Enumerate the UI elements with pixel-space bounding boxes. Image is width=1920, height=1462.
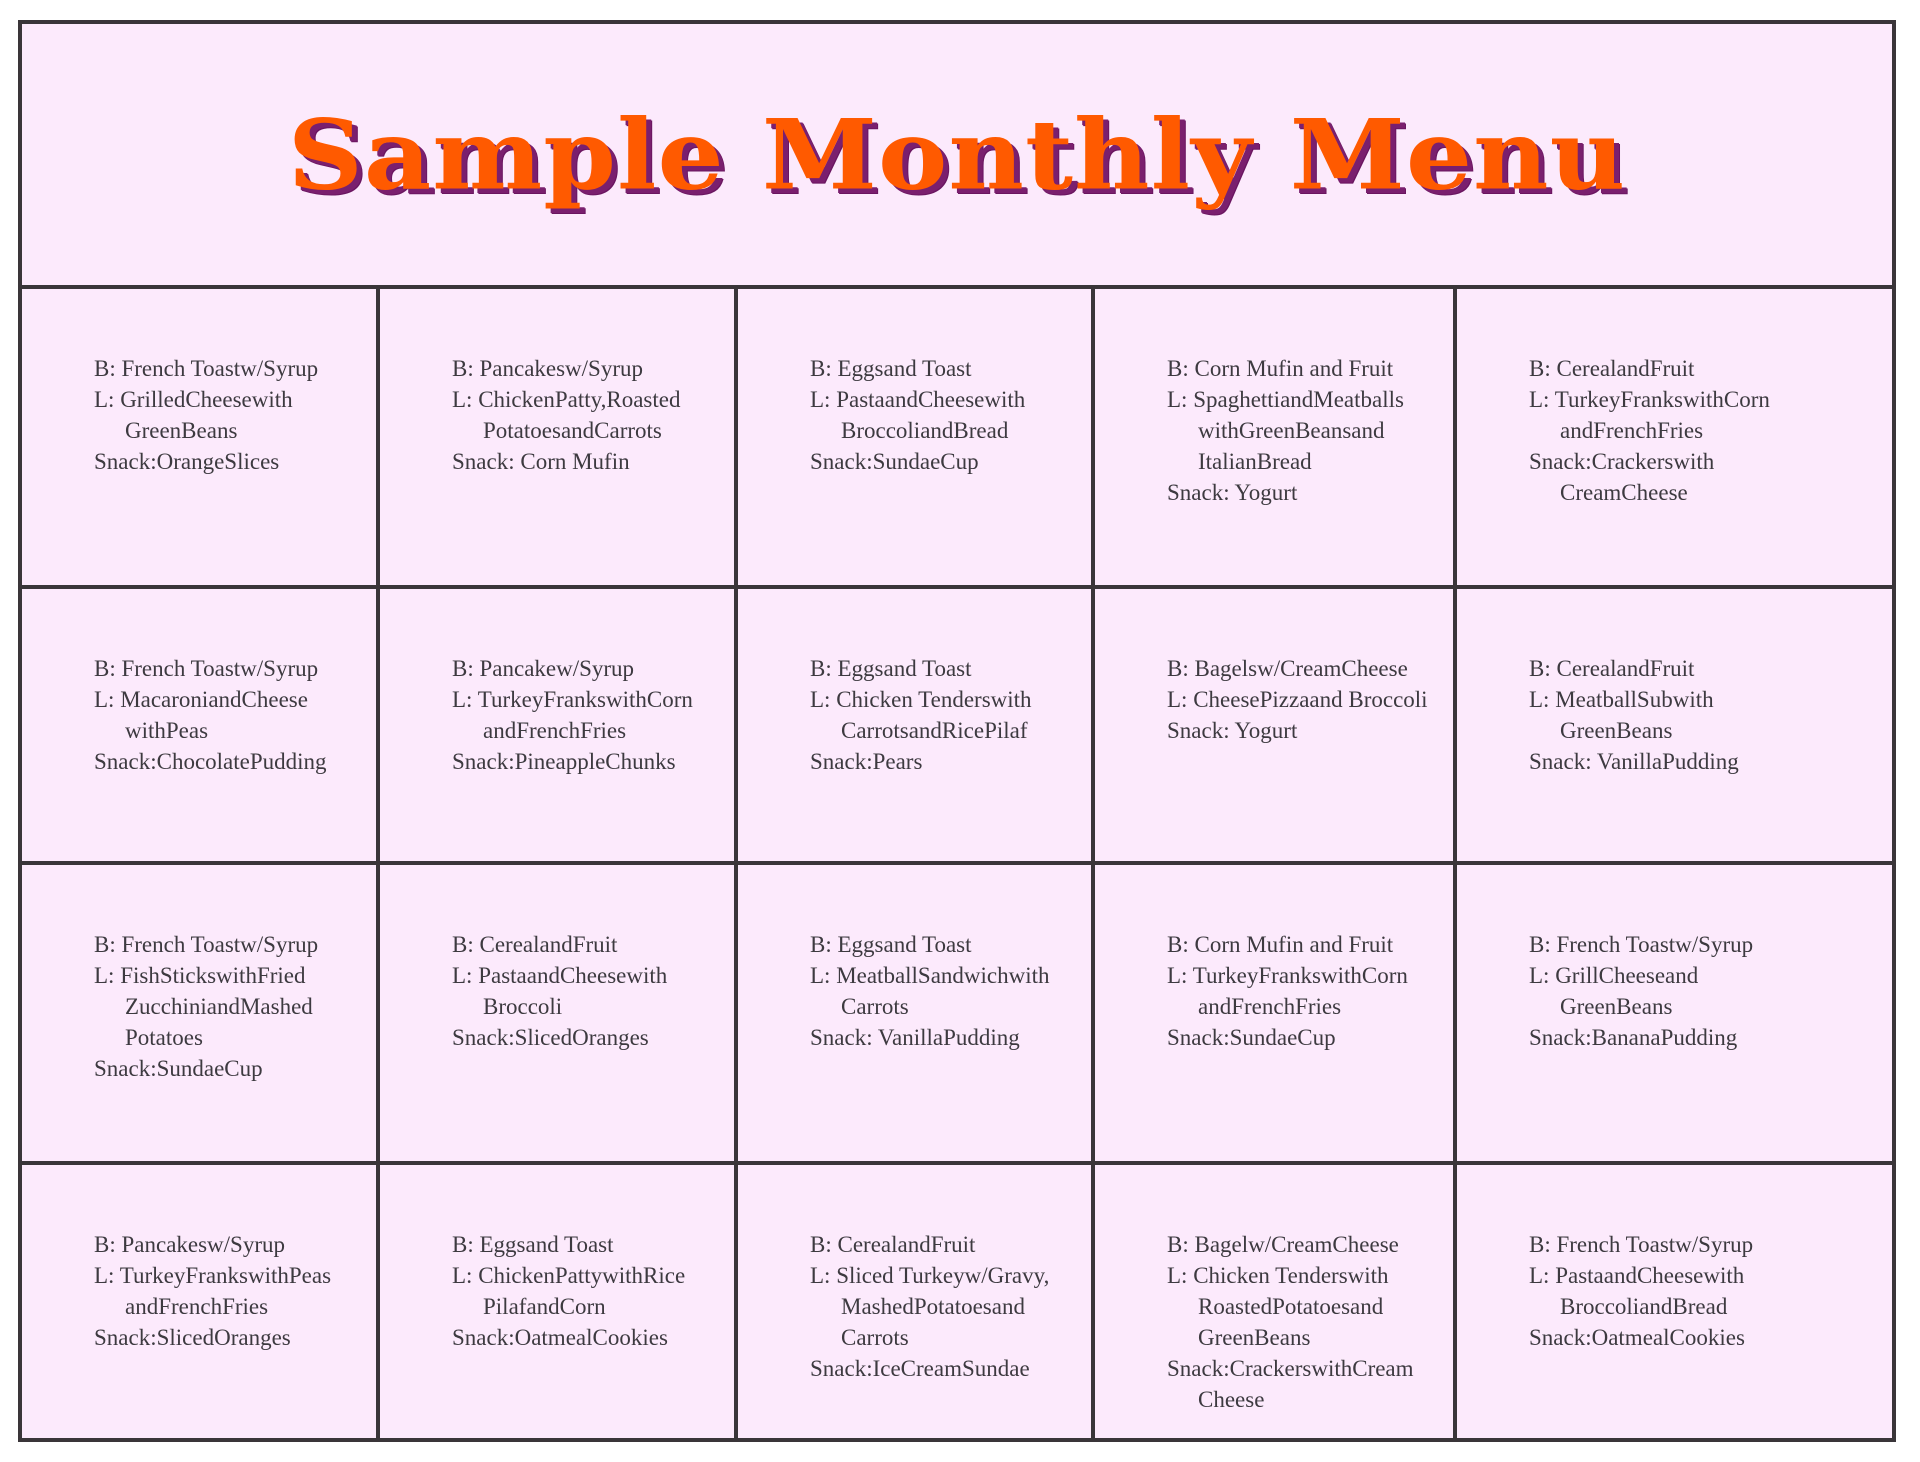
menu-day-cell <box>380 1165 738 1438</box>
menu-day-cell <box>1095 1165 1457 1438</box>
menu-line: L: GrilledCheesewith <box>94 387 293 412</box>
menu-line: B: Pancakesw/Syrup <box>94 1232 286 1257</box>
menu-day-cell <box>1095 865 1457 1165</box>
title-bar <box>22 24 1892 285</box>
menu-line: Snack:SlicedOranges <box>452 1025 649 1050</box>
menu-line: ZucchiniandMashed <box>125 994 313 1019</box>
menu-line: B: Bagelsw/CreamCheese <box>1167 656 1408 681</box>
menu-day-cell <box>22 289 380 589</box>
menu-line: B: French Toastw/Syrup <box>1529 932 1754 957</box>
menu-day-cell <box>1095 289 1457 589</box>
menu-line: Snack:Pears <box>810 749 923 774</box>
menu-line: Snack: Corn Mufin <box>452 449 630 474</box>
menu-day-cell <box>738 589 1095 865</box>
menu-line: L: GrillCheeseand <box>1529 963 1699 988</box>
menu-day-cell <box>22 1165 380 1438</box>
page-title: Sample Monthly Menu <box>287 97 1627 212</box>
menu-line: Snack:CrackerswithCream <box>1167 1356 1414 1381</box>
menu-line: B: French Toastw/Syrup <box>1529 1232 1754 1257</box>
menu-line: Cheese <box>1198 1387 1265 1412</box>
menu-line: CreamCheese <box>1560 480 1688 505</box>
menu-line: BroccoliandBread <box>1560 1294 1728 1319</box>
menu-line: MashedPotatoesand <box>841 1294 1025 1319</box>
menu-grid <box>22 285 1892 1438</box>
menu-day-cell <box>380 589 738 865</box>
menu-line: andFrenchFries <box>125 1294 269 1319</box>
menu-line: CarrotsandRicePilaf <box>841 718 1028 743</box>
menu-line: ItalianBread <box>1198 449 1312 474</box>
menu-line: Snack:BananaPudding <box>1529 1025 1738 1050</box>
menu-line: B: French Toastw/Syrup <box>94 356 319 381</box>
menu-line: Carrots <box>841 1325 909 1350</box>
menu-line: L: TurkeyFrankswithCorn <box>452 687 693 712</box>
menu-line: B: CerealandFruit <box>1529 356 1695 381</box>
menu-line: B: Eggsand Toast <box>810 656 972 681</box>
menu-line: andFrenchFries <box>1560 418 1704 443</box>
menu-board <box>18 20 1896 1442</box>
menu-line: RoastedPotatoesand <box>1198 1294 1384 1319</box>
menu-line: L: PastaandCheesewith <box>452 963 668 988</box>
menu-line: L: MacaroniandCheese <box>94 687 308 712</box>
menu-line: GreenBeans <box>125 418 238 443</box>
menu-line: Snack:OrangeSlices <box>94 449 280 474</box>
menu-line: Snack: VanillaPudding <box>1529 749 1739 774</box>
menu-day-cell <box>1457 289 1892 589</box>
menu-line: L: TurkeyFrankswithPeas <box>94 1263 332 1288</box>
menu-line: Snack:ChocolatePudding <box>94 749 327 774</box>
menu-line: withGreenBeansand <box>1198 418 1385 443</box>
menu-line: GreenBeans <box>1560 994 1673 1019</box>
menu-line: L: Chicken Tenderswith <box>810 687 1032 712</box>
menu-line: B: CerealandFruit <box>1529 656 1695 681</box>
menu-line: andFrenchFries <box>1198 994 1342 1019</box>
menu-line: andFrenchFries <box>483 718 627 743</box>
menu-day-cell <box>1457 589 1892 865</box>
menu-day-cell <box>1095 589 1457 865</box>
menu-line: Snack:OatmealCookies <box>1529 1325 1745 1350</box>
menu-line: L: SpaghettiandMeatballs <box>1167 387 1404 412</box>
menu-line: L: ChickenPatty,Roasted <box>452 387 681 412</box>
menu-line: Snack:SundaeCup <box>1167 1025 1336 1050</box>
menu-line: B: Pancakew/Syrup <box>452 656 635 681</box>
menu-line: B: Eggsand Toast <box>810 932 972 957</box>
menu-line: Snack:IceCreamSundae <box>810 1356 1030 1381</box>
menu-line: L: Chicken Tenderswith <box>1167 1263 1389 1288</box>
menu-line: Snack:PineappleChunks <box>452 749 676 774</box>
menu-line: L: PastaandCheesewith <box>810 387 1026 412</box>
menu-line: Snack:Crackerswith <box>1529 449 1715 474</box>
menu-day-cell <box>738 289 1095 589</box>
menu-line: Snack:SundaeCup <box>810 449 979 474</box>
menu-line: BroccoliandBread <box>841 418 1009 443</box>
menu-line: GreenBeans <box>1198 1325 1311 1350</box>
menu-line: Snack:SlicedOranges <box>94 1325 291 1350</box>
menu-line: B: Pancakesw/Syrup <box>452 356 644 381</box>
menu-line: L: ChickenPattywithRice <box>452 1263 686 1288</box>
menu-line: B: Eggsand Toast <box>810 356 972 381</box>
menu-line: Snack: Yogurt <box>1167 480 1298 505</box>
menu-line: withPeas <box>125 718 209 743</box>
menu-day-cell <box>22 589 380 865</box>
menu-line: B: Corn Mufin and Fruit <box>1167 932 1394 957</box>
menu-line: L: TurkeyFrankswithCorn <box>1529 387 1770 412</box>
menu-day-cell <box>380 289 738 589</box>
menu-day-cell <box>1457 865 1892 1165</box>
menu-day-cell <box>1457 1165 1892 1438</box>
menu-line: GreenBeans <box>1560 718 1673 743</box>
menu-line: Potatoes <box>125 1025 203 1050</box>
menu-line: B: Bagelw/CreamCheese <box>1167 1232 1399 1257</box>
menu-line: L: MeatballSandwichwith <box>810 963 1050 988</box>
menu-line: B: Eggsand Toast <box>452 1232 614 1257</box>
menu-line: Snack:OatmealCookies <box>452 1325 668 1350</box>
menu-line: B: CerealandFruit <box>452 932 618 957</box>
menu-day-cell <box>738 1165 1095 1438</box>
menu-line: L: MeatballSubwith <box>1529 687 1714 712</box>
menu-line: B: French Toastw/Syrup <box>94 932 319 957</box>
menu-line: Broccoli <box>483 994 563 1019</box>
menu-line: L: Sliced Turkeyw/Gravy, <box>810 1263 1050 1288</box>
menu-line: PilafandCorn <box>483 1294 606 1319</box>
menu-line: B: French Toastw/Syrup <box>94 656 319 681</box>
menu-line: Snack: Yogurt <box>1167 718 1298 743</box>
menu-line: Snack: VanillaPudding <box>810 1025 1020 1050</box>
menu-day-cell <box>738 865 1095 1165</box>
menu-line: L: CheesePizzaand Broccoli <box>1167 687 1428 712</box>
menu-line: L: FishStickswithFried <box>94 963 306 988</box>
menu-line: Snack:SundaeCup <box>94 1056 263 1081</box>
menu-line: PotatoesandCarrots <box>483 418 662 443</box>
menu-line: L: PastaandCheesewith <box>1529 1263 1745 1288</box>
menu-line: B: CerealandFruit <box>810 1232 976 1257</box>
menu-day-cell <box>22 865 380 1165</box>
menu-line: L: TurkeyFrankswithCorn <box>1167 963 1408 988</box>
menu-line: B: Corn Mufin and Fruit <box>1167 356 1394 381</box>
menu-day-cell <box>380 865 738 1165</box>
menu-line: Carrots <box>841 994 909 1019</box>
